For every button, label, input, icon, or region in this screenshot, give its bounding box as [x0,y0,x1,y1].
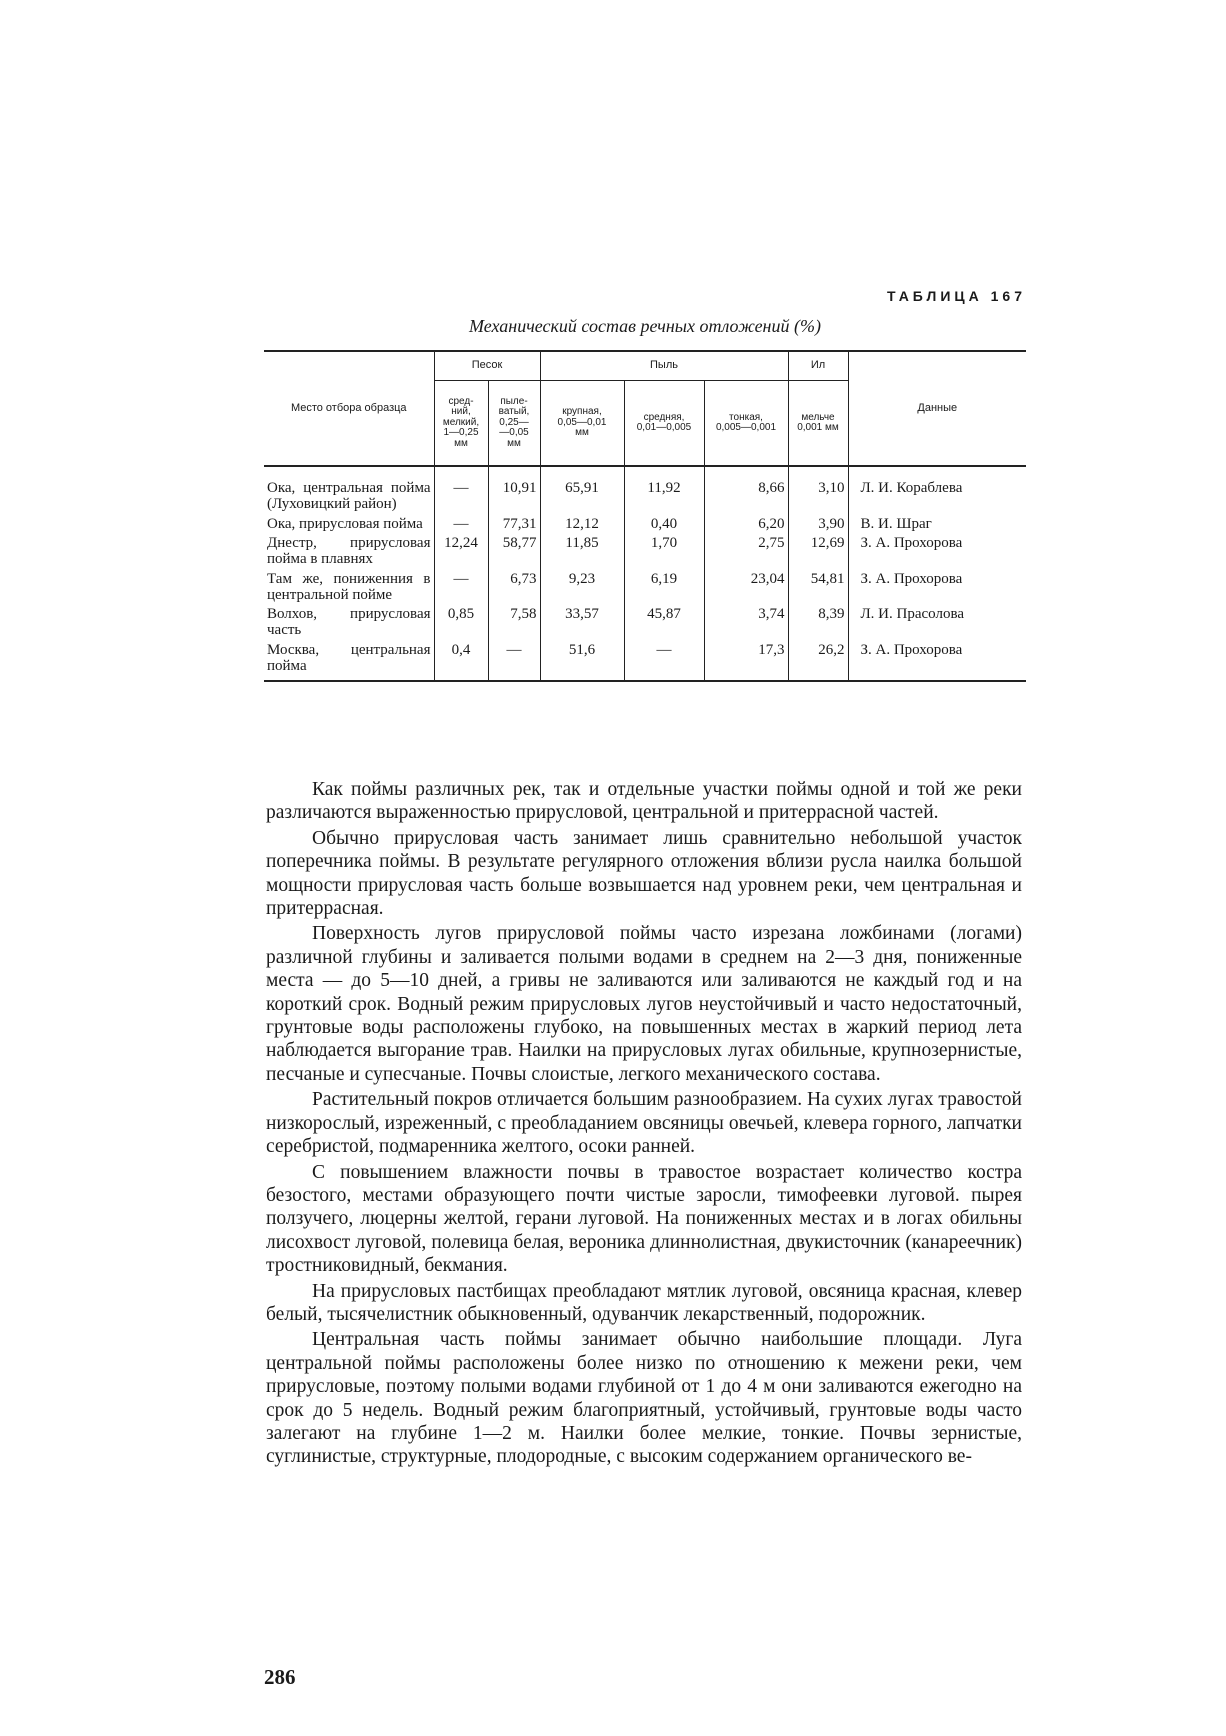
cell-dust-medium: 1,70 [624,536,704,572]
header-dust-medium: средняя, 0,01—0,005 [624,381,704,467]
cell-location: Москва, центральная пойма [264,643,434,682]
cell-dust-medium: 11,92 [624,466,704,517]
cell-sand-dusty: — [488,643,540,682]
cell-sand-dusty: 7,58 [488,607,540,643]
paragraph: Растительный покров отличается большим разнообразием. На сухих лугах травостой низкорослый, изреженный, с преобладанием овсяницы овечьей, клевера горного, лапчатки серебристой, подмаренника желтого, осоки ранней. [266,1089,1022,1158]
cell-source: Л. И. Кораблева [848,466,1026,517]
header-sand-dusty: пыле- ватый, 0,25— —0,05 мм [488,381,540,467]
paragraph: С повышением влажности почвы в травостое возрастает количество костра безостого, местами образующего почти чистые заросли, тимофеевки луговой. пырея ползучего, люцерны желтой, герани луговой. На пониженных местах и в логах обильны лисохвост луговой, полевица белая, вероника длиннолистная, двукисточник (канареечник) тростниковидный, бекмания. [266,1161,1022,1277]
cell-dust-fine: 2,75 [704,536,788,572]
cell-dust-fine: 17,3 [704,643,788,682]
cell-dust-medium: 6,19 [624,572,704,608]
cell-dust-coarse: 11,85 [540,536,624,572]
cell-source: Л. И. Прасолова [848,607,1026,643]
body-text [266,778,1022,1471]
cell-silt: 8,39 [788,607,848,643]
cell-dust-coarse: 51,6 [540,643,624,682]
cell-dust-medium: 0,40 [624,517,704,537]
cell-source: В. И. Шраг [848,517,1026,537]
paragraph: Поверхность лугов прирусловой поймы часто изрезана ложбинами (логами) различной глубины и заливается полыми водами в среднем на 2—3 дня, пониженные места — до 5—10 дней, а гривы не заливаются или заливаются не каждый год и на короткий срок. Водный режим прирусловых лугов неустойчивый и часто недостаточный, грунтовые воды расположены глубоко, на повышенных местах в жаркий период лета наблюдается выгорание трав. Наилки на прирусловых лугах обильные, крупнозернистые, песчаные и супесчаные. Почвы слоистые, легкого механического состава. [266,923,1022,1085]
table-number: ТАБЛИЦА 167 [887,288,1026,304]
paragraph: Центральная часть поймы занимает обычно наибольшие площади. Луга центральной поймы расположены более низко по отношению к межени реки, чем прирусловые, поэтому полыми водами глубиной от 1 до 4 м они заливаются ежегодно на срок до 5 недель. Водный режим благоприятный, устойчивый, грунтовые воды часто залегают на глубине 1—2 м. Наилки более мелкие, тонкие. Почвы зернистые, суглинистые, структурные, плодородные, с высоким содержанием органического ве- [266,1329,1022,1468]
cell-silt: 3,90 [788,517,848,537]
header-dust-fine: тонкая, 0,005—0,001 [704,381,788,467]
header-dust: Пыль [540,351,788,381]
cell-location: Днестр, прирусловая пойма в плавнях [267,535,431,567]
cell-dust-medium: 45,87 [624,607,704,643]
paragraph: Обычно прирусловая часть занимает лишь сравнительно небольшой участок поперечника поймы. В результате регулярного отложения вблизи русла наилка большой мощности прирусловая часть больше возвышается над уровнем реки, чем центральная и притеррасная. [266,827,1022,920]
paragraph: Как поймы различных рек, так и отдельные участки поймы одной и той же реки различаются выраженностью прирусловой, центральной и притеррасной частей. [266,779,1022,824]
cell-source: З. А. Прохорова [848,536,1026,572]
cell-sand-dusty: 58,77 [488,536,540,572]
paragraph: На прирусловых пастбищах преобладают мятлик луговой, овсяница красная, клевер белый, тысячелистник обыкновенный, одуванчик лекарственный, подорожник. [266,1280,1022,1325]
cell-sand-dusty: 6,73 [488,572,540,608]
table-row [264,536,1026,572]
cell-dust-fine: 3,74 [704,607,788,643]
soil-composition-table [264,350,1026,682]
table-row [264,517,1026,537]
header-silt: Ил [788,351,848,381]
cell-dust-fine: 6,20 [704,517,788,537]
cell-dust-medium: — [624,643,704,682]
cell-sand-medium: 12,24 [434,536,488,572]
table-row [264,466,1026,517]
cell-location: Ока, прирусловая пойма [267,515,423,532]
cell-silt: 3,10 [788,466,848,517]
cell-source: З. А. Прохорова [848,572,1026,608]
cell-silt: 12,69 [788,536,848,572]
cell-dust-coarse: 33,57 [540,607,624,643]
cell-sand-dusty: 10,91 [488,466,540,517]
cell-dust-coarse: 9,23 [540,572,624,608]
cell-source: З. А. Прохорова [848,643,1026,682]
cell-location: Там же, пониженния в центральной пойме [267,570,431,603]
cell-sand-dusty: 77,31 [488,517,540,537]
cell-dust-fine: 23,04 [704,572,788,608]
table-row [264,643,1026,682]
table-row [264,572,1026,608]
cell-location: Ока, центральная пойма (Луховицкий район) [267,480,431,512]
cell-sand-medium: — [434,466,488,517]
cell-silt: 54,81 [788,572,848,608]
header-sand: Песок [434,351,540,381]
header-dust-coarse: крупная, 0,05—0,01 мм [540,381,624,467]
header-data: Данные [848,351,1026,466]
header-location: Место отбора образца [264,351,434,466]
cell-sand-medium: 0,4 [434,643,488,682]
cell-sand-medium: 0,85 [434,607,488,643]
table-row [264,607,1026,643]
cell-dust-coarse: 12,12 [540,517,624,537]
header-silt-fine: мельче 0,001 мм [788,381,848,467]
table-title: Механический состав речных отложений (%) [469,316,821,336]
cell-sand-medium: — [434,517,488,537]
cell-location: Волхов, прирусловая часть [267,606,431,638]
cell-dust-coarse: 65,91 [540,466,624,517]
cell-sand-medium: — [434,572,488,608]
header-sand-medium: сред- ний, мелкий, 1—0,25 мм [434,381,488,467]
cell-dust-fine: 8,66 [704,466,788,517]
cell-silt: 26,2 [788,643,848,682]
page-number: 286 [264,1665,296,1689]
